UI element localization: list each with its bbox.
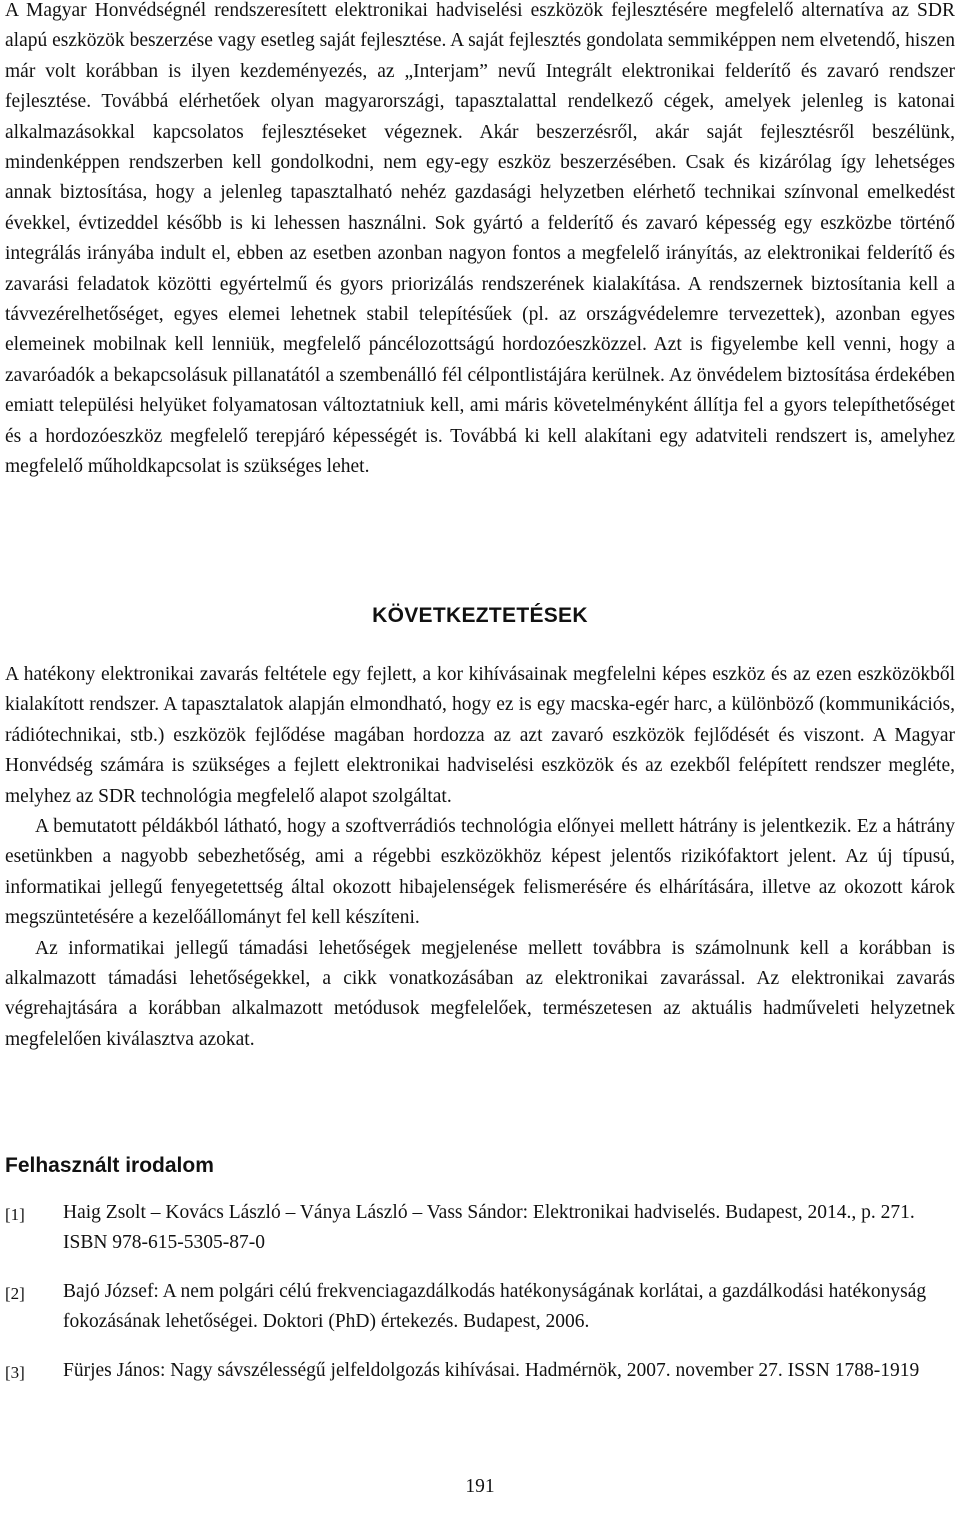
intro-paragraph: A Magyar Honvédségnél rendszeresített elektronikai hadviselési eszközök fejlesztésére megfelelő alternatíva az SDR alapú eszközök beszerzése vagy esetleg saját fejlesztése. A saját fejlesztés gondolata semmiképpen nem elvetendő, hiszen már volt korábban is ilyen kezdeményezés, az „Interjam” nevű Integrált elektronikai felderítő és zavaró rendszer fejlesztése. Továbbá elérhetőek olyan magyarországi, tapasztalattal rendelkező cégek, amelyek jelenleg is katonai alkalmazásokkal kapcsolatos fejlesztéseket végeznek. Akár beszerzésről, akár saját fejlesztésről beszélünk, mindenképpen rendszerben kell gondolkodni, nem egy-egy eszköz beszerzésében. Csak és kizárólag így lehetséges annak biztosítása, hogy a jelenleg tapasztalható nehéz gazdasági helyzetben elérhető technikai színvonal emelkedést évekkel, évtizeddel később is ki lehessen használni. Sok gyártó a felderítő és zavaró képesség egy eszközbe történő integrálás irányába indult el, ebben az esetben azonban nagyon fontos a megfelelő irányítás, az elektronikai felderítő és zavarási feladatok közötti egyértelmű és gyors priorizálás rendszerének kialakítása. A rendszernek biztosítania kell a távvezérelhetőséget, egyes elemei lehetnek stabil telepítésűek (pl. az országvédelemre tervezettek), azonban egyes elemeinek mobilnak kell lenniük, megfelelő páncélozottságú hordozóeszközzel. Azt is figyelembe kell venni, hogy a zavaróadók a bekapcsolásuk pillanatától a szembenálló fél célpontlistájára kerülnek. Az önvédelem biztosítása érdekében emiatt települési helyüket folyamatosan változtatniuk kell, ami máris követelményként állítja fel a gyors telepíthetőséget és a hordozóeszköz megfelelő terepjáró képességét is. Továbbá ki kell alakítani egy adatviteli rendszert is, amelyhez megfelelő műholdkapcsolat is szükséges lehet. (5, 0, 955, 478)
reference-text: Bajó József: A nem polgári célú frekvenciagazdálkodás hatékonyságának korlátai, a gazdálkodási hatékonyság fokozásának lehetőségei. Doktori (PhD) értekezés. Budapest, 2006. (63, 1280, 927, 1333)
reference-item (5, 1356, 955, 1388)
reference-text: Haig Zsolt – Kovács László – Ványa László – Vass Sándor: Elektronikai hadviselés. Budapest, 2014., p. 271. ISBN 978-615-5305-87-0 (63, 1202, 915, 1254)
conclusions-section (5, 660, 955, 1055)
reference-number: [3] (5, 1362, 25, 1382)
reference-number: [1] (5, 1205, 25, 1224)
conclusions-paragraph: A hatékony elektronikai zavarás feltétele egy fejlett, a kor kihívásainak megfelelni képes eszköz és az ezen eszközökből kialakított rendszer. A tapasztalatok alapján elmondható, hogy ez is egy macska-egér harc, a különböző (kommunikációs, rádiótechnikai, stb.) eszközök fejlődése magában hordozza az azt zavaró eszközök fejlődését és viszont. A Magyar Honvédség számára is szükséges a fejlett elektronikai hadviselési eszközök és az ezekből felépített rendszer megléte, melyhez az SDR technológia megfelelő alapot szolgáltat. (5, 664, 955, 807)
reference-text: Fürjes János: Nagy sávszélességű jelfeldolgozás kihívásai. Hadmérnök, 2007. november 27. ISSN 1788-1919 (63, 1359, 920, 1381)
reference-item (5, 1277, 955, 1338)
reference-number: [2] (5, 1283, 25, 1303)
reference-item (5, 1198, 955, 1259)
page-number: 191 (465, 1476, 495, 1497)
conclusions-paragraph: Az informatikai jellegű támadási lehetőségek megjelenése mellett továbbra is számolnunk kell a korábban is alkalmazott támadási lehetőségekkel, a cikk vonatkozásában az elektronikai zavarással. Az elektronikai zavarás végrehajtására a korábban alkalmazott metódusok megfelelőek, természetesen az aktuális hadműveleti helyzetnek megfelelően kiválasztva azokat. (5, 937, 955, 1050)
references-heading: Felhasznált irodalom (5, 1154, 214, 1177)
conclusions-paragraph: A bemutatott példákból látható, hogy a szoftverrádiós technológia előnyei mellett hátrány is jelentkezik. Ez a hátrány esetünkben a nagyobb sebezhetőség, ami a régebbi eszközökhöz képest jelentős rizikófaktort jelent. Az új típusú, informatikai jellegű fenyegetettség által okozott hibajelenségek felismerésére és elhárítására, illetve az okozott károk megszüntetésére a kezelőállományt fel kell készíteni. (5, 816, 955, 929)
references-list (5, 1198, 955, 1406)
conclusions-heading: KÖVETKEZTETÉSEK (372, 604, 588, 627)
